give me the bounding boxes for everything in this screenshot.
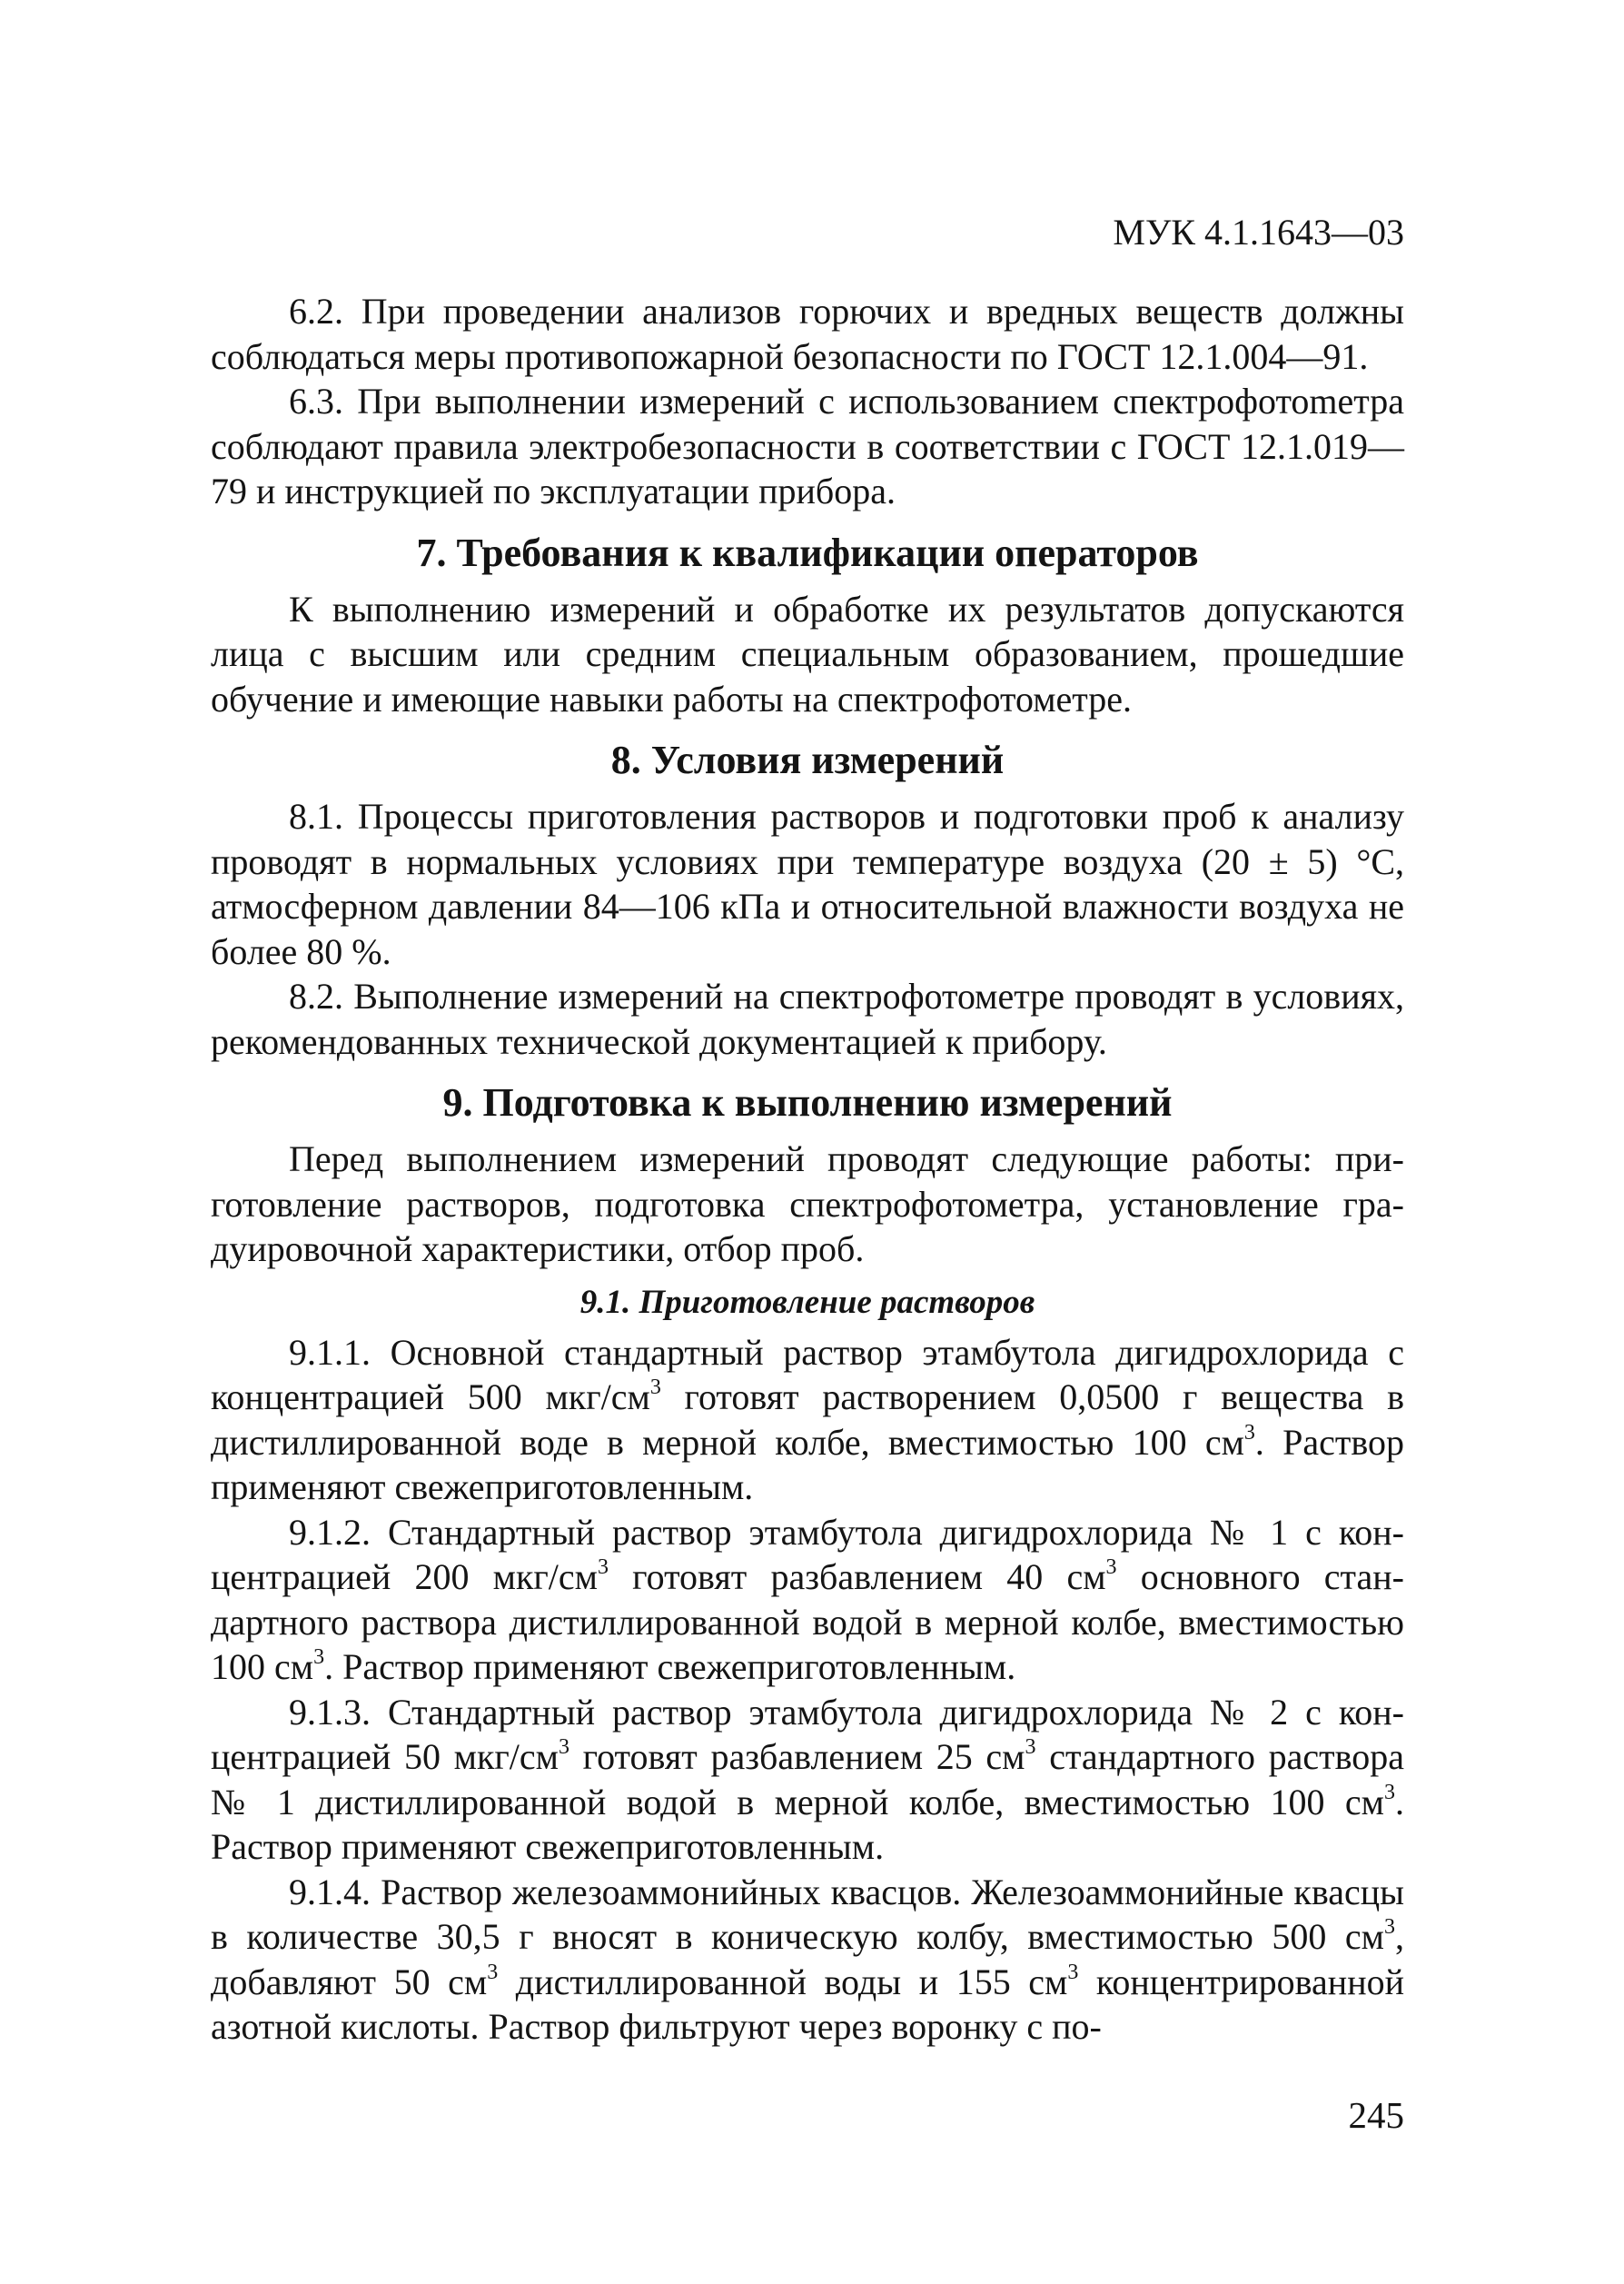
paragraph-9-1-3-part-c: стандартного раствора № 1 дистиллированной водой в мерной колбе, вместимостью 100 см	[211, 1736, 1404, 1822]
paragraph-7: К выполнению измерений и обработке их результатов допускаются лица с высшим или средним специальным образованием, прошедшие обучение и имеющие навыки работы на спектрофотометре.	[211, 588, 1404, 720]
subsection-9-1-heading: 9.1. Приготовление растворов	[579, 1283, 1035, 1321]
paragraph-9-1-3-part-d: . Раствор применяют свежеприготовленным.	[211, 1781, 1404, 1867]
paragraph-9-1-1	[211, 1330, 1404, 1510]
section-9-heading: 9. Подготовка к выполнению измерений	[442, 1080, 1173, 1125]
paragraph-9-1-4	[211, 1870, 1404, 2050]
superscript: 3	[1243, 1420, 1255, 1445]
paragraph-9-1-1-part-c: . Раствор применяют свежеприготовленным.	[211, 1421, 1404, 1507]
superscript: 3	[487, 1960, 499, 1984]
superscript: 3	[649, 1375, 661, 1400]
paragraph-9-1-3-part-b: готовят разбавлением 25 см	[569, 1736, 1025, 1777]
paragraph-9-1-4-part-c: дистиллированной воды и 155 см	[498, 1961, 1068, 2002]
paragraph-8-1: 8.1. Процессы приготовления растворов и подготовки проб к анализу проводят в нормальных условиях при температуре воздуха (20 ± 5) °C, атмосферном давлении 84—106 кПа и относительной влажности воздуха не более 80 %.	[211, 796, 1404, 972]
paragraph-9-1-4-part-d: концентрированной азотной кислоты. Раствор фильтруют через воронку с по-	[211, 1961, 1405, 2047]
paragraph-6-3: 6.3. При выполнении измерений с использованием спектрофотоmетра соблюдают правила электробезопасности в соответствии с ГОСТ 12.1.019—79 и инструкцией по эксплуатации прибора.	[211, 381, 1404, 511]
paragraph-9-1-4-part-b: , добавляют 50 см	[211, 1916, 1404, 2002]
section-7-heading: 7. Требования к квалификации операторов	[416, 530, 1199, 575]
paragraph-9-1-2-part-c: основного стандартного раствора дистиллированной водой в мерной колбе, вместимостью 100 см	[211, 1556, 1404, 1687]
superscript: 3	[1384, 1780, 1395, 1804]
body-text	[211, 289, 1404, 2050]
page-number: 245	[1348, 2094, 1404, 2136]
paragraph-9-1-3	[211, 1690, 1404, 1870]
paragraph-9-1-2-part-a: 9.1.2. Стандартный раствор этамбутола дигидрохлорида № 1 с концентрацией 200 мкг/см	[211, 1511, 1404, 1597]
superscript: 3	[1025, 1735, 1036, 1760]
paragraph-9-1-2	[211, 1510, 1404, 1690]
paragraph-9-1-2-part-b: готовят разбавлением 40 см	[608, 1556, 1106, 1597]
paragraph-9-1-1-part-b: готовят растворением 0,0500 г вещества в дистиллированной воде в мерной колбе, вместимостью 100 см	[211, 1376, 1404, 1463]
paragraph-9-1-1-part-a: 9.1.1. Основной стандартный раствор этамбутола дигидрохлорида с концентрацией 500 мкг/см	[211, 1331, 1404, 1417]
superscript: 3	[597, 1555, 609, 1580]
paragraph-8-2: 8.2. Выполнение измерений на спектрофотометре проводят в условиях, рекомендованных технической документацией к прибору.	[211, 976, 1404, 1062]
paragraph-9: Перед выполнением измерений проводят следующие работы: приготовление растворов, подготовка спектрофотометра, установление градуировочной характеристики, отбор проб.	[211, 1138, 1404, 1269]
paragraph-9-1-3-part-a: 9.1.3. Стандартный раствор этамбутола дигидрохлорида № 2 с концентрацией 50 мкг/см	[211, 1691, 1404, 1777]
section-8-heading: 8. Условия измерений	[610, 738, 1005, 782]
superscript: 3	[313, 1645, 325, 1670]
superscript: 3	[558, 1735, 569, 1760]
paragraph-9-1-4-part-a: 9.1.4. Раствор железоаммонийных квасцов. Железоаммонийные квасцы в количестве 30,5 г вносят в коническую колбу, вместимостью 500 см	[211, 1871, 1404, 1957]
superscript: 3	[1384, 1915, 1395, 1940]
superscript: 3	[1067, 1960, 1079, 1984]
document-code-header: МУК 4.1.1643—03	[1113, 212, 1404, 253]
paragraph-6-2: 6.2. При проведении анализов горючих и вредных веществ должны соблюдаться меры противопожарной безопасности по ГОСТ 12.1.004—91.	[211, 291, 1404, 377]
paragraph-9-1-2-part-d: . Раствор применяют свежеприготовленным.	[324, 1646, 1016, 1687]
superscript: 3	[1105, 1555, 1117, 1580]
